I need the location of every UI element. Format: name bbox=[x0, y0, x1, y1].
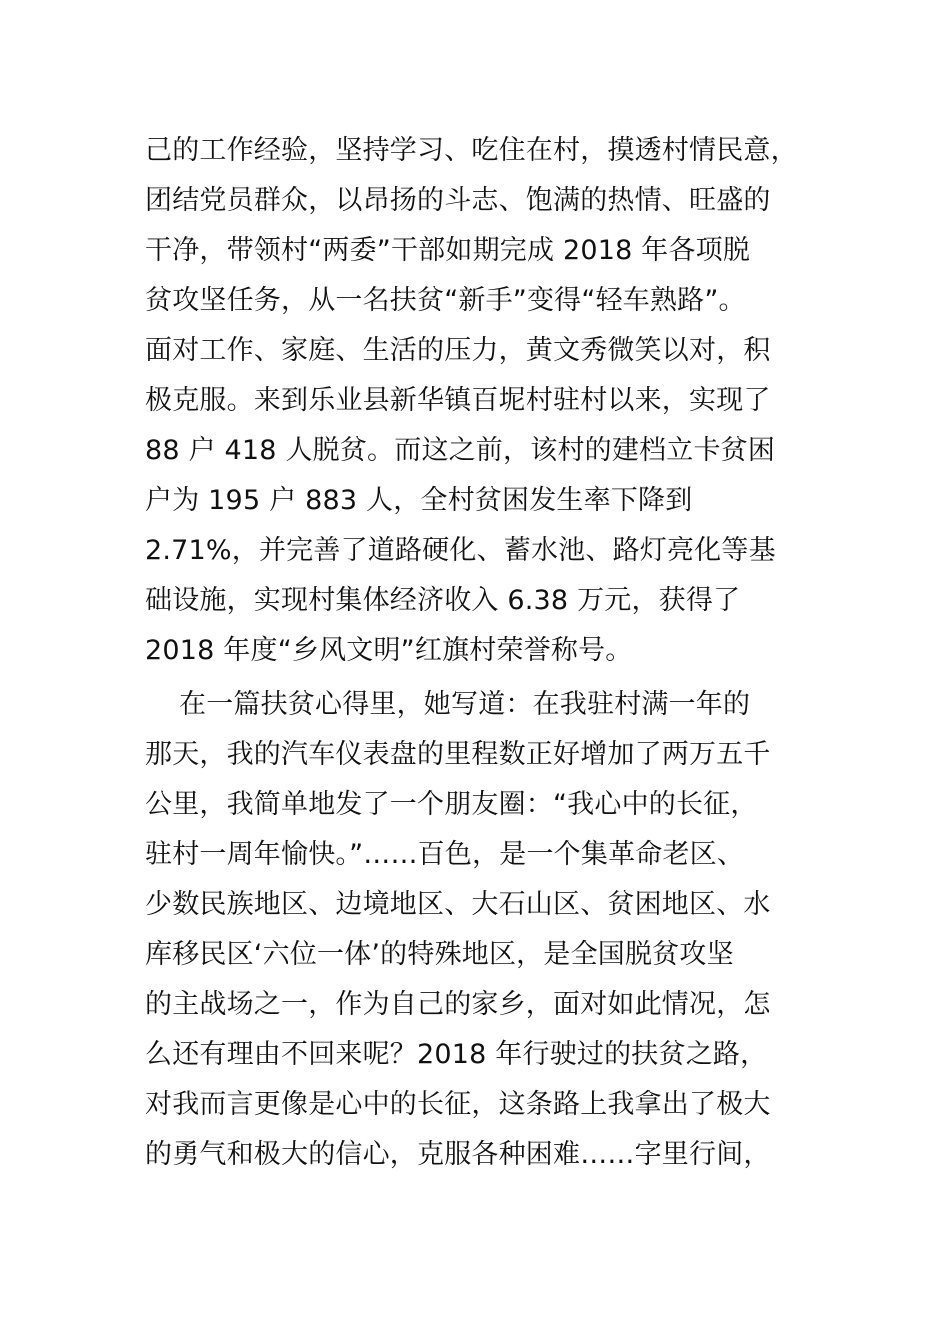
paragraph-line: 础设施，实现村集体经济收入 6.38 万元，获得了 bbox=[145, 585, 741, 616]
paragraph-line: 的勇气和极大的信心，克服各种困难……字里行间， bbox=[145, 1139, 771, 1170]
paragraph-2 bbox=[145, 680, 835, 1180]
paragraph-line: 公里，我简单地发了一个朋友圈：“我心中的长征， bbox=[145, 789, 758, 820]
paragraph-line: 干净，带领村“两委”干部如期完成 2018 年各项脱 bbox=[145, 235, 751, 266]
paragraph-line: 己的工作经验，坚持学习、吃住在村，摸透村情民意， bbox=[145, 135, 798, 166]
paragraph-line: 面对工作、家庭、生活的压力，黄文秀微笑以对，积 bbox=[145, 335, 771, 366]
paragraph-line: 少数民族地区、边境地区、大石山区、贫困地区、水 bbox=[145, 889, 771, 920]
paragraph-line: 对我而言更像是心中的长征，这条路上我拿出了极大 bbox=[145, 1089, 771, 1120]
paragraph-line: 88 户 418 人脱贫。而这之前，该村的建档立卡贫困 bbox=[145, 435, 776, 466]
paragraph-line: 贫攻坚任务，从一名扶贫“新手”变得“轻车熟路”。 bbox=[145, 285, 746, 316]
paragraph-line: 那天，我的汽车仪表盘的里程数正好增加了两万五千 bbox=[145, 739, 771, 770]
paragraph-line: 团结党员群众，以昂扬的斗志、饱满的热情、旺盛的 bbox=[145, 185, 771, 216]
paragraph-line: 2.71%，并完善了道路硬化、蓄水池、路灯亮化等基 bbox=[145, 535, 776, 566]
paragraph-line: 极克服。来到乐业县新华镇百坭村驻村以来，实现了 bbox=[145, 385, 771, 416]
paragraph-line: 库移民区‘六位一体’的特殊地区，是全国脱贫攻坚 bbox=[145, 939, 734, 970]
paragraph-line: 2018 年度“乡风文明”红旗村荣誉称号。 bbox=[145, 635, 633, 666]
paragraph-line: 户为 195 户 883 人，全村贫困发生率下降到 bbox=[145, 485, 693, 516]
paragraph-line: 么还有理由不回来呢？2018 年行驶过的扶贫之路， bbox=[145, 1039, 768, 1070]
paragraph-line: 的主战场之一，作为自己的家乡，面对如此情况，怎 bbox=[145, 989, 771, 1020]
paragraph-line: 驻村一周年愉快。”……百色，是一个集革命老区、 bbox=[145, 839, 745, 870]
paragraph-1 bbox=[145, 126, 835, 676]
paragraph-line: 在一篇扶贫心得里，她写道：在我驻村满一年的 bbox=[179, 689, 751, 720]
